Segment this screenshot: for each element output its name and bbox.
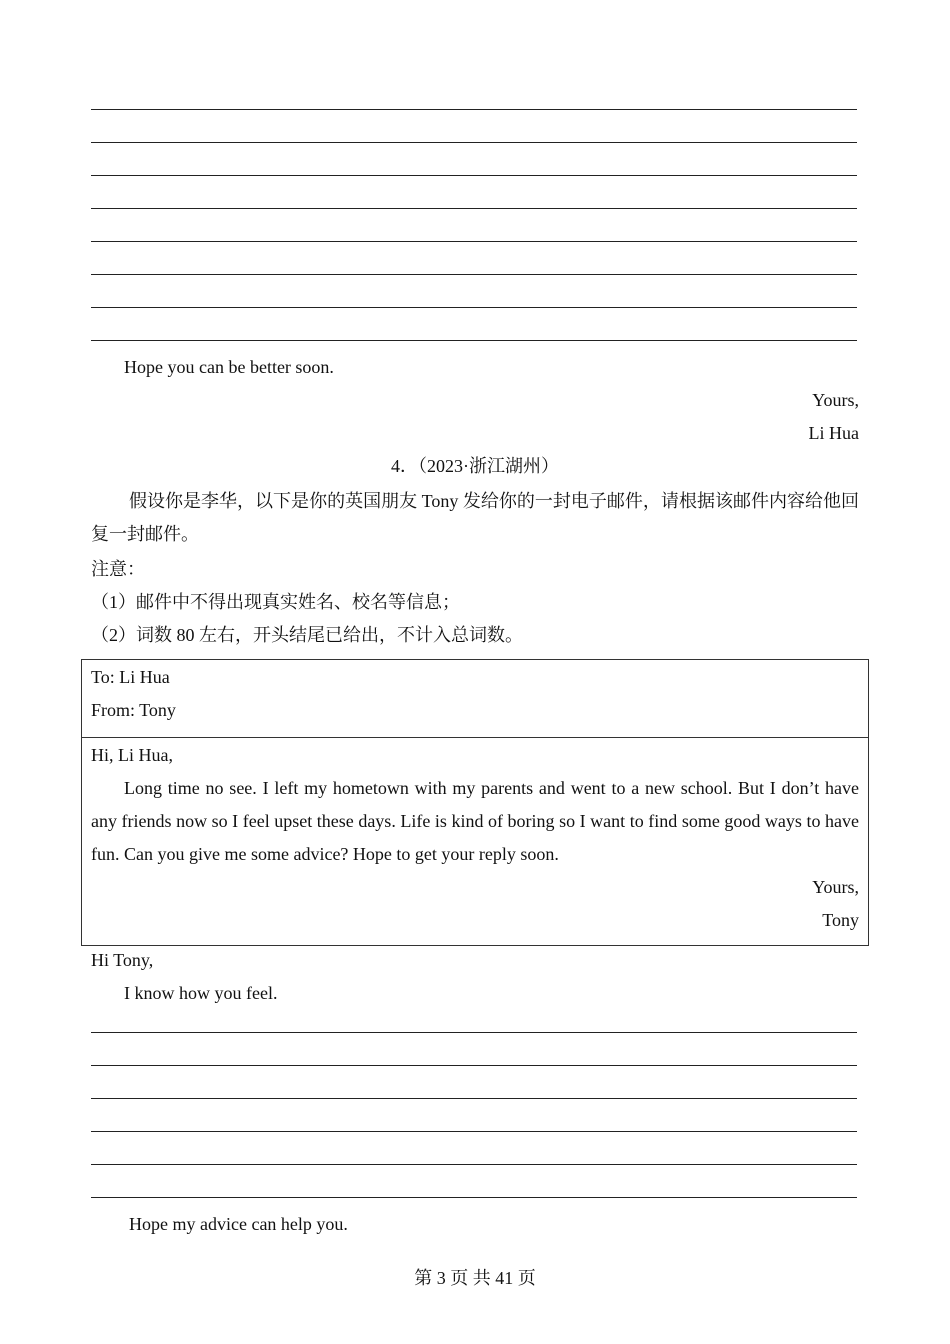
prev-signoff: Yours, [812,390,859,410]
reply-opening: I know how you feel. [124,983,278,1003]
email-to: To: Li Hua [91,667,170,687]
answer-line [91,1098,857,1099]
answer-line [91,1065,857,1066]
answer-line [91,1197,857,1198]
page-indicator: 第 3 页 共 41 页 [414,1268,536,1288]
email-body: Long time no see. I left my hometown with my parents and went to a new school. But I don’t have any friends now so I feel upset these days. Life is kind of boring so I want to find some good ways to have fun. Can you give me some advice? Hope to get your reply soon. [91,778,859,864]
answer-line [91,1131,857,1132]
answer-line [91,208,857,209]
email-signature: Tony [822,910,859,930]
notice-label: 注意： [91,559,145,579]
prev-closing-line: Hope you can be better soon. [124,357,334,377]
answer-line [91,175,857,176]
question-heading: 4．（2023·浙江湖州） [391,456,559,476]
email-divider [82,737,868,738]
note-item: （2）词数 80 左右，开头结尾已给出，不计入总词数。 [91,625,523,645]
answer-line [91,307,857,308]
question-intro: 假设你是李华，以下是你的英国朋友 Tony 发给你的一封电子邮件，请根据该邮件内容给他回复一封邮件。 [91,491,859,544]
answer-line [91,1164,857,1165]
answer-line [91,340,857,341]
reply-closing: Hope my advice can help you. [129,1214,348,1234]
answer-line [91,142,857,143]
email-signoff: Yours, [812,877,859,897]
prev-signature: Li Hua [808,423,859,443]
reply-greeting: Hi Tony, [91,950,154,970]
email-from: From: Tony [91,700,176,720]
answer-line [91,241,857,242]
note-item: （1）邮件中不得出现真实姓名、校名等信息； [91,592,460,612]
answer-line [91,1032,857,1033]
email-box [81,659,869,946]
answer-line [91,274,857,275]
email-greeting: Hi, Li Hua, [91,745,173,765]
answer-line [91,109,857,110]
